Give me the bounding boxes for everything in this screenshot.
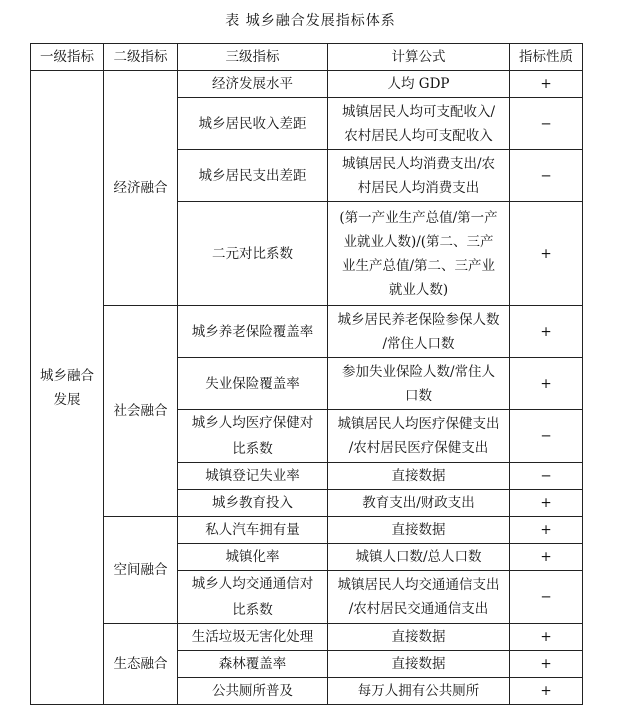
formula-cell: 直接数据 xyxy=(328,517,510,544)
nature-cell: + xyxy=(510,678,583,705)
nature-cell: + xyxy=(510,202,583,306)
nature-cell: − xyxy=(510,150,583,202)
nature-cell: + xyxy=(510,544,583,571)
formula-cell: 每万人拥有公共厕所 xyxy=(328,678,510,705)
formula-cell: 城乡居民养老保险参保人数 /常住人口数 xyxy=(328,306,510,358)
level3-cell: 经济发展水平 xyxy=(178,71,328,98)
level3-cell: 公共厕所普及 xyxy=(178,678,328,705)
formula-cell: 直接数据 xyxy=(328,651,510,678)
level3-cell: 城乡人均医疗保健对 比系数 xyxy=(178,410,328,463)
level3-cell: 城乡居民支出差距 xyxy=(178,150,328,202)
formula-cell: 直接数据 xyxy=(328,624,510,651)
level3-cell: 城镇化率 xyxy=(178,544,328,571)
table-row xyxy=(31,624,583,651)
level3-cell: 二元对比系数 xyxy=(178,202,328,306)
nature-cell: + xyxy=(510,71,583,98)
nature-cell: + xyxy=(510,490,583,517)
header-nature: 指标性质 xyxy=(510,44,583,71)
header-row xyxy=(31,44,583,71)
formula-cell: 人均 GDP xyxy=(328,71,510,98)
nature-cell: − xyxy=(510,571,583,624)
level3-cell: 城乡教育投入 xyxy=(178,490,328,517)
nature-cell: − xyxy=(510,463,583,490)
formula-cell: (第一产业生产总值/第一产 业就业人数)/(第二、三产 业生产总值/第二、三产业 就业人数) xyxy=(328,202,510,306)
level3-cell: 私人汽车拥有量 xyxy=(178,517,328,544)
formula-cell: 城镇居民人均医疗保健支出 /农村居民医疗保健支出 xyxy=(328,410,510,463)
level2-cell: 经济融合 xyxy=(104,71,178,306)
level2-cell: 空间融合 xyxy=(104,517,178,624)
table-row xyxy=(31,306,583,358)
level3-cell: 城镇登记失业率 xyxy=(178,463,328,490)
formula-cell: 直接数据 xyxy=(328,463,510,490)
level3-cell: 城乡养老保险覆盖率 xyxy=(178,306,328,358)
level3-cell: 生活垃圾无害化处理 xyxy=(178,624,328,651)
level3-cell: 失业保险覆盖率 xyxy=(178,358,328,410)
formula-cell: 城镇居民人均消费支出/农 村居民人均消费支出 xyxy=(328,150,510,202)
level3-cell: 城乡人均交通通信对 比系数 xyxy=(178,571,328,624)
level1-cell: 城乡融合 发展 xyxy=(31,71,104,705)
header-formula: 计算公式 xyxy=(328,44,510,71)
level2-cell: 生态融合 xyxy=(104,624,178,705)
table-title: 表 城乡融合发展指标体系 xyxy=(225,13,396,29)
formula-cell: 参加失业保险人数/常住人 口数 xyxy=(328,358,510,410)
table-row xyxy=(31,71,583,98)
nature-cell: + xyxy=(510,358,583,410)
header-level2: 二级指标 xyxy=(104,44,178,71)
nature-cell: + xyxy=(510,306,583,358)
header-level1: 一级指标 xyxy=(31,44,104,71)
formula-cell: 教育支出/财政支出 xyxy=(328,490,510,517)
level3-cell: 城乡居民收入差距 xyxy=(178,98,328,150)
nature-cell: + xyxy=(510,651,583,678)
header-level3: 三级指标 xyxy=(178,44,328,71)
formula-cell: 城镇人口数/总人口数 xyxy=(328,544,510,571)
nature-cell: − xyxy=(510,98,583,150)
nature-cell: + xyxy=(510,517,583,544)
indicator-table xyxy=(30,43,583,705)
nature-cell: − xyxy=(510,410,583,463)
table-body xyxy=(31,71,583,705)
nature-cell: + xyxy=(510,624,583,651)
formula-cell: 城镇居民人均交通通信支出 /农村居民交通通信支出 xyxy=(328,571,510,624)
table-row xyxy=(31,517,583,544)
level3-cell: 森林覆盖率 xyxy=(178,651,328,678)
formula-cell: 城镇居民人均可支配收入/ 农村居民人均可支配收入 xyxy=(328,98,510,150)
level2-cell: 社会融合 xyxy=(104,306,178,517)
